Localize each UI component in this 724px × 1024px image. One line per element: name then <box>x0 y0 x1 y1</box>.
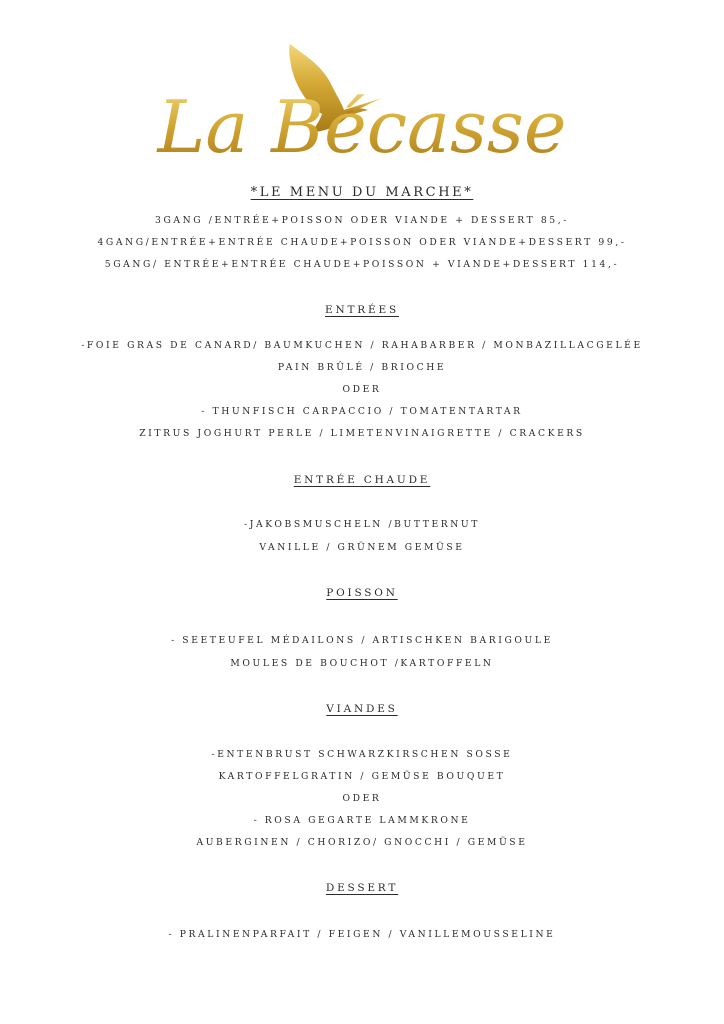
menu-line-separator: ODER <box>342 793 382 804</box>
menu-title: *LE MENU DU MARCHE* <box>250 185 474 200</box>
menu-line: -ENTENBRUST SCHWARZKIRSCHEN SOSSE <box>211 749 513 760</box>
menu-line: -JAKOBSMUSCHELN /BUTTERNUT <box>243 519 481 530</box>
menu-line: AUBERGINEN / CHORIZO/ GNOCCHI / GEMÜSE <box>196 837 528 848</box>
price-4gang: 4GANG/ENTRÉE+ENTRÉE CHAUDE+POISSON ODER VIANDE+DESSERT 99,- <box>97 237 627 248</box>
section-heading-entrees: ENTRÉES <box>325 304 399 316</box>
section-heading-poisson: POISSON <box>326 587 398 599</box>
price-5gang: 5GANG/ ENTRÉE+ENTRÉE CHAUDE+POISSON + VIANDE+DESSERT 114,- <box>104 259 620 270</box>
menu-line: - THUNFISCH CARPACCIO / TOMATENTARTAR <box>201 406 523 417</box>
section-heading-viandes: VIANDES <box>326 703 398 715</box>
menu-line: KARTOFFELGRATIN / GEMÜSE BOUQUET <box>218 771 506 782</box>
menu-line: - PRALINENPARFAIT / FEIGEN / VANILLEMOUSSELINE <box>168 929 556 940</box>
logo-wordmark: La Bécasse <box>157 85 567 169</box>
section-heading-entree-chaude: ENTRÉE CHAUDE <box>293 474 431 486</box>
price-3gang: 3GANG /ENTRÉE+POISSON ODER VIANDE + DESSERT 85,- <box>155 215 569 226</box>
restaurant-logo <box>0 34 724 170</box>
menu-line: MOULES DE BOUCHOT /KARTOFFELN <box>230 658 494 669</box>
menu-line: - SEETEUFEL MÉDAILONS / ARTISCHKEN BARIGOULE <box>171 635 553 646</box>
menu-line: PAIN BRÛLÉ / BRIOCHE <box>277 362 447 373</box>
menu-line-separator: ODER <box>342 384 382 395</box>
menu-line: -FOIE GRAS DE CANARD/ BAUMKUCHEN / RAHABARBER / MONBAZILLACGELÉE <box>81 340 643 351</box>
menu-line: ZITRUS JOGHURT PERLE / LIMETENVINAIGRETTE / CRACKERS <box>139 428 585 439</box>
menu-line: - ROSA GEGARTE LAMMKRONE <box>253 815 471 826</box>
section-heading-dessert: DESSERT <box>325 882 399 894</box>
menu-line: VANILLE / GRÜNEM GEMÜSE <box>259 542 465 553</box>
logo-graphic <box>132 34 592 170</box>
